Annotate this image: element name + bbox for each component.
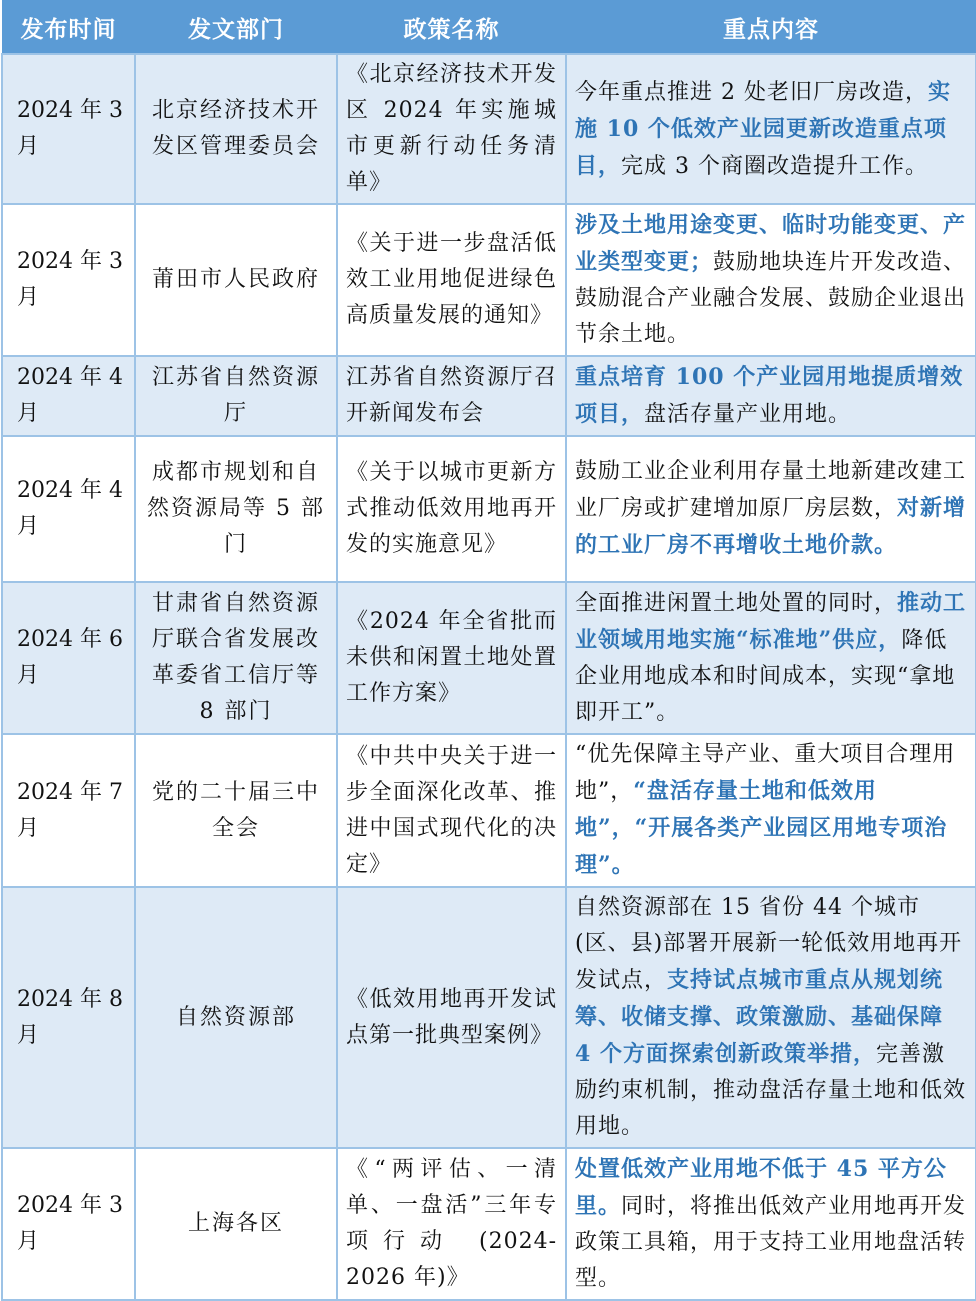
cell-policy: 《2024 年全省批而未供和闲置土地处置工作方案》 bbox=[337, 582, 566, 734]
table-row bbox=[2, 582, 976, 734]
content-text: 鼓励工业企业利用存量土地新建改建工业厂房或扩建增加原厂房层数， bbox=[575, 459, 967, 521]
cell-policy: 《低效用地再开发试点第一批典型案例》 bbox=[337, 887, 566, 1148]
cell-dept: 自然资源部 bbox=[135, 887, 337, 1148]
cell-dept: 江苏省自然资源厅 bbox=[135, 356, 337, 436]
table-row bbox=[2, 356, 976, 436]
cell-content bbox=[566, 734, 976, 887]
highlight-text: 推动工业领域用地实施“标准地”供应， bbox=[575, 590, 967, 653]
cell-dept: 上海各区 bbox=[135, 1148, 337, 1300]
table-row bbox=[2, 734, 976, 887]
column-header-dept: 发文部门 bbox=[135, 1, 337, 55]
column-header-date: 发布时间 bbox=[2, 1, 135, 55]
table-row bbox=[2, 887, 976, 1148]
content-text: 盘活存量产业用地。 bbox=[644, 402, 852, 427]
highlight-text: 支持试点城市重点从规划统筹、收储支撑、政策激励、基础保障 4 个方面探索创新政策举措， bbox=[575, 967, 944, 1067]
cell-dept: 成都市规划和自然资源局等 5 部门 bbox=[135, 436, 337, 582]
table-row bbox=[2, 204, 976, 356]
content-text: 同时，将推出低效产业用地再开发政策工具箱，用于支持工业用地盘活转型。 bbox=[575, 1194, 967, 1291]
cell-date: 2024 年 7 月 bbox=[2, 734, 135, 887]
cell-content bbox=[566, 204, 976, 356]
cell-dept: 甘肃省自然资源厅联合省发展改革委省工信厅等 8 部门 bbox=[135, 582, 337, 734]
cell-dept: 党的二十届三中全会 bbox=[135, 734, 337, 887]
cell-date: 2024 年 4 月 bbox=[2, 436, 135, 582]
table-row bbox=[2, 1148, 976, 1300]
policy-table bbox=[1, 0, 976, 1301]
cell-content bbox=[566, 887, 976, 1148]
cell-date: 2024 年 8 月 bbox=[2, 887, 135, 1148]
highlight-text: “盘活存量土地和低效用地”，“开展各类产业园区用地专项治理”。 bbox=[575, 778, 948, 878]
content-text: 自然资源部在 15 省份 44 个城市(区、县)部署开展新一轮低效用地再开发试点， bbox=[575, 895, 963, 993]
highlight-text: 处置低效产业用地不低于 45 平方公里。 bbox=[575, 1156, 947, 1219]
cell-date: 2024 年 6 月 bbox=[2, 582, 135, 734]
cell-date: 2024 年 3 月 bbox=[2, 204, 135, 356]
cell-content bbox=[566, 1148, 976, 1300]
content-text: 完善激励约束机制，推动盘活存量土地和低效用地。 bbox=[575, 1042, 967, 1139]
cell-policy: 江苏省自然资源厅召开新闻发布会 bbox=[337, 356, 566, 436]
policy-table-container bbox=[1, 0, 975, 1301]
content-text: 全面推进闲置土地处置的同时， bbox=[575, 591, 898, 616]
cell-policy: 《关于以城市更新方式推动低效用地再开发的实施意见》 bbox=[337, 436, 566, 582]
cell-policy: 《关于进一步盘活低效工业用地促进绿色高质量发展的通知》 bbox=[337, 204, 566, 356]
cell-content bbox=[566, 356, 976, 436]
highlight-text: 重点培育 100 个产业园用地提质增效项目， bbox=[575, 364, 964, 427]
cell-content bbox=[566, 54, 976, 204]
table-row bbox=[2, 54, 976, 204]
cell-content bbox=[566, 436, 976, 582]
highlight-text: 涉及土地用途变更、临时功能变更、产业类型变更； bbox=[575, 212, 967, 275]
content-text: 今年重点推进 2 处老旧厂房改造， bbox=[575, 79, 928, 105]
cell-content bbox=[566, 582, 976, 734]
highlight-text: 对新增的工业厂房不再增收土地价款。 bbox=[575, 495, 967, 558]
cell-policy: 《北京经济技术开发区 2024 年实施城市更新行动任务清单》 bbox=[337, 54, 566, 204]
content-text: 降低企业用地成本和时间成本，实现“拿地即开工”。 bbox=[575, 628, 956, 725]
cell-policy: 《中共中央关于进一步全面深化改革、推进中国式现代化的决定》 bbox=[337, 734, 566, 887]
cell-date: 2024 年 3 月 bbox=[2, 1148, 135, 1300]
content-text: 完成 3 个商圈改造提升工作。 bbox=[621, 153, 928, 179]
content-text: “优先保障主导产业、重大项目合理用地”， bbox=[575, 742, 956, 804]
cell-policy: 《“两评估、一清单、一盘活”三年专项行动 (2024-2026 年)》 bbox=[337, 1148, 566, 1300]
column-header-policy: 政策名称 bbox=[337, 1, 566, 55]
table-header-row bbox=[2, 1, 976, 55]
table-row bbox=[2, 436, 976, 582]
highlight-text: 实施 10 个低效产业园更新改造重点项目， bbox=[575, 78, 952, 179]
cell-date: 2024 年 4 月 bbox=[2, 356, 135, 436]
cell-dept: 莆田市人民政府 bbox=[135, 204, 337, 356]
content-text: 鼓励地块连片开发改造、鼓励混合产业融合发展、鼓励企业退出节余土地。 bbox=[575, 250, 967, 347]
cell-dept: 北京经济技术开发区管理委员会 bbox=[135, 54, 337, 204]
column-header-content: 重点内容 bbox=[566, 1, 976, 55]
cell-date: 2024 年 3 月 bbox=[2, 54, 135, 204]
